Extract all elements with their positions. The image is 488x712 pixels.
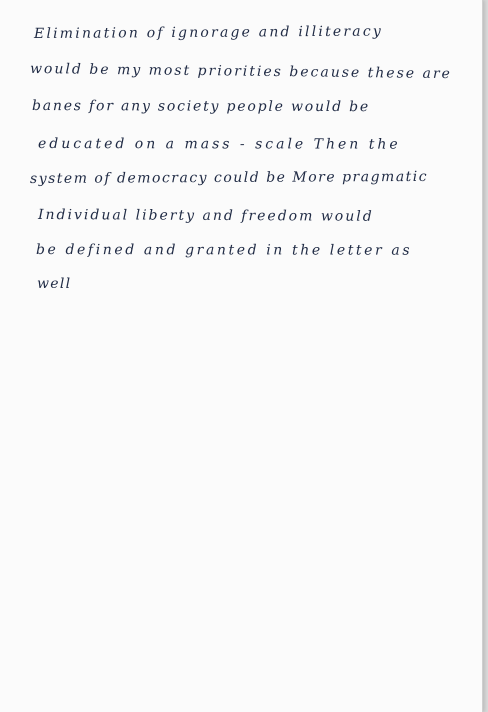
handwritten-line-3: banes for any society people would be: [31, 98, 370, 116]
handwritten-line-8: well: [37, 276, 72, 292]
handwritten-line-6: Individual liberty and freedom would: [37, 207, 374, 225]
handwritten-line-1: Elimination of ignorage and illiteracy: [33, 23, 384, 42]
handwritten-line-7: be defined and granted in the letter as: [35, 242, 413, 259]
handwritten-line-4: educated on a mass - scale Then the: [37, 136, 401, 153]
handwritten-line-2: would be my most priorities because these are: [29, 61, 452, 83]
handwritten-line-5: system of democracy could be More pragmatic: [29, 168, 429, 187]
